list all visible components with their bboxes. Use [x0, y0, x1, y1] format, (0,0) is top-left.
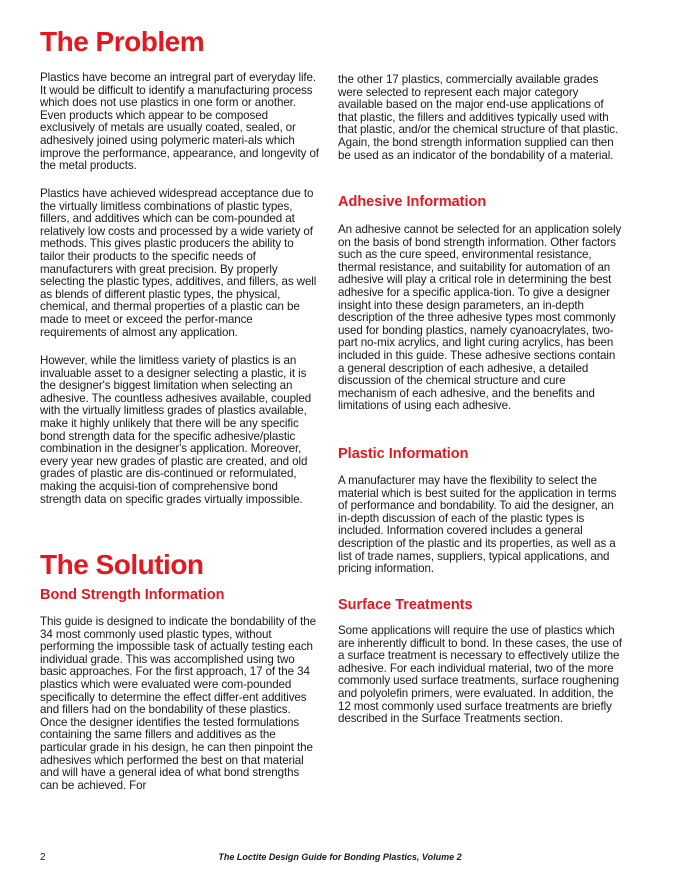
plastic-info-text: A manufacturer may have the flexibility to select the material which is best suited for the application in terms of performance and bondability. To aid the designer, an in-depth discussion of each of the plastic types is included. Information covered includes a general description of the plastic and its properties, as well as a list of trade names, suppliers, typical applications, and pricing information. [338, 474, 617, 576]
problem-paragraph-2: Plastics have achieved widespread acceptance due to the virtually limitless combinations of plastic types, fillers, and additives which can be com-pounded at relatively low costs and processed by a wide variety of methods. This gives plastic producers the ability to tailor their products to the specific needs of manufacturers with great precision. By properly selecting the plastic types, additives, and fillers, as well as blends of different plastic types, the physical, chemical, and thermal properties of a plastic can be made to meet or exceed the perfor-mance requirements of almost any application. [40, 187, 317, 339]
adhesive-info-text: An adhesive cannot be selected for an application solely on the basis of bond strength information. Other factors such as the cure speed, environmental resistance, thermal resistance, and suitability for automation of an adhesive will play a critical role in determining the best adhesive for a specific applica-tion. To give a designer insight into these design parameters, an in-depth description of the three adhesive types most commonly used for bonding plastics, namely cyanoacrylates, two-part no-mix acrylics, and light curing acrylics, has been included in this guide. These adhesive sections contain a general description of each adhesive, a detailed discussion of the chemical structure and cure mechanism of each adhesive, and the benefits and limitations of using each adhesive. [338, 223, 622, 413]
surface-treatments-heading: Surface Treatments [338, 597, 473, 613]
problem-heading: The Problem [40, 26, 205, 57]
footer-title: The Loctite Design Guide for Bonding Plastics, Volume 2 [218, 852, 462, 862]
bond-strength-text-continued: the other 17 plastics, commercially available grades were selected to represent each major category available based on the major end-use applications of that plastic, the fillers and additives typically used with that plastic, and/or the chemical structure of that plastic. Again, the bond strength information supplied can then be used as an indicator of the bondability of a material. [338, 73, 619, 162]
bond-strength-text: This guide is designed to indicate the bondability of the 34 most commonly used plastic types, without performing the impossible task of actually testing each individual grade. This was accomplished using two basic approaches. For the first approach, 17 of the 34 plastics which were evaluated were com-pounded specifically to determine the effect differ-ent additives and fillers had on the bondability of these plastics. Once the designer identifies the tested formulations containing the same fillers and additives as the particular grade in his design, he can then pinpoint the adhesives which performed the best on that material and will have a general idea of what bond strengths can be achieved. For [40, 615, 316, 792]
bond-strength-heading: Bond Strength Information [40, 587, 225, 603]
plastic-info-heading: Plastic Information [338, 446, 469, 462]
adhesive-info-heading: Adhesive Information [338, 194, 487, 210]
solution-heading: The Solution [40, 549, 204, 580]
problem-paragraph-3: However, while the limitless variety of plastics is an invaluable asset to a designer selecting a plastic, it is the designer's biggest limitation when selecting an adhesive. The countless adhesives available, coupled with the virtually limitless grades of plastics available, make it highly unlikely that there will be any specific bond strength data for the specific adhesive/plastic combination in the designer's application. Moreover, every year new grades of plastic are created, and old grades of plastic are dis-continued or reformulated, making the acquisi-tion of comprehensive bond strength data on specific grades virtually impossible. [40, 354, 312, 506]
page-number: 2 [40, 852, 46, 863]
problem-paragraph-1: Plastics have become an intregral part of everyday life. It would be difficult to identify a manufacturing process which does not use plastics in one form or another. Even products which appear to be composed exclusively of metals are usually coated, sealed, or adhesively joined using polymeric materi-als which improve the performance, appearance, and longevity of the metal products. [40, 71, 319, 173]
surface-treatments-text: Some applications will require the use of plastics which are inherently difficult to bond. In these cases, the use of a surface treatment is necessary to effectively utilize the adhesive. For each individual material, two of the more commonly used surface treatments, surface roughening and polyolefin primers, were evaluated. In addition, the 12 most commonly used surface treatments are briefly described in the Surface Treatments section. [338, 624, 622, 726]
